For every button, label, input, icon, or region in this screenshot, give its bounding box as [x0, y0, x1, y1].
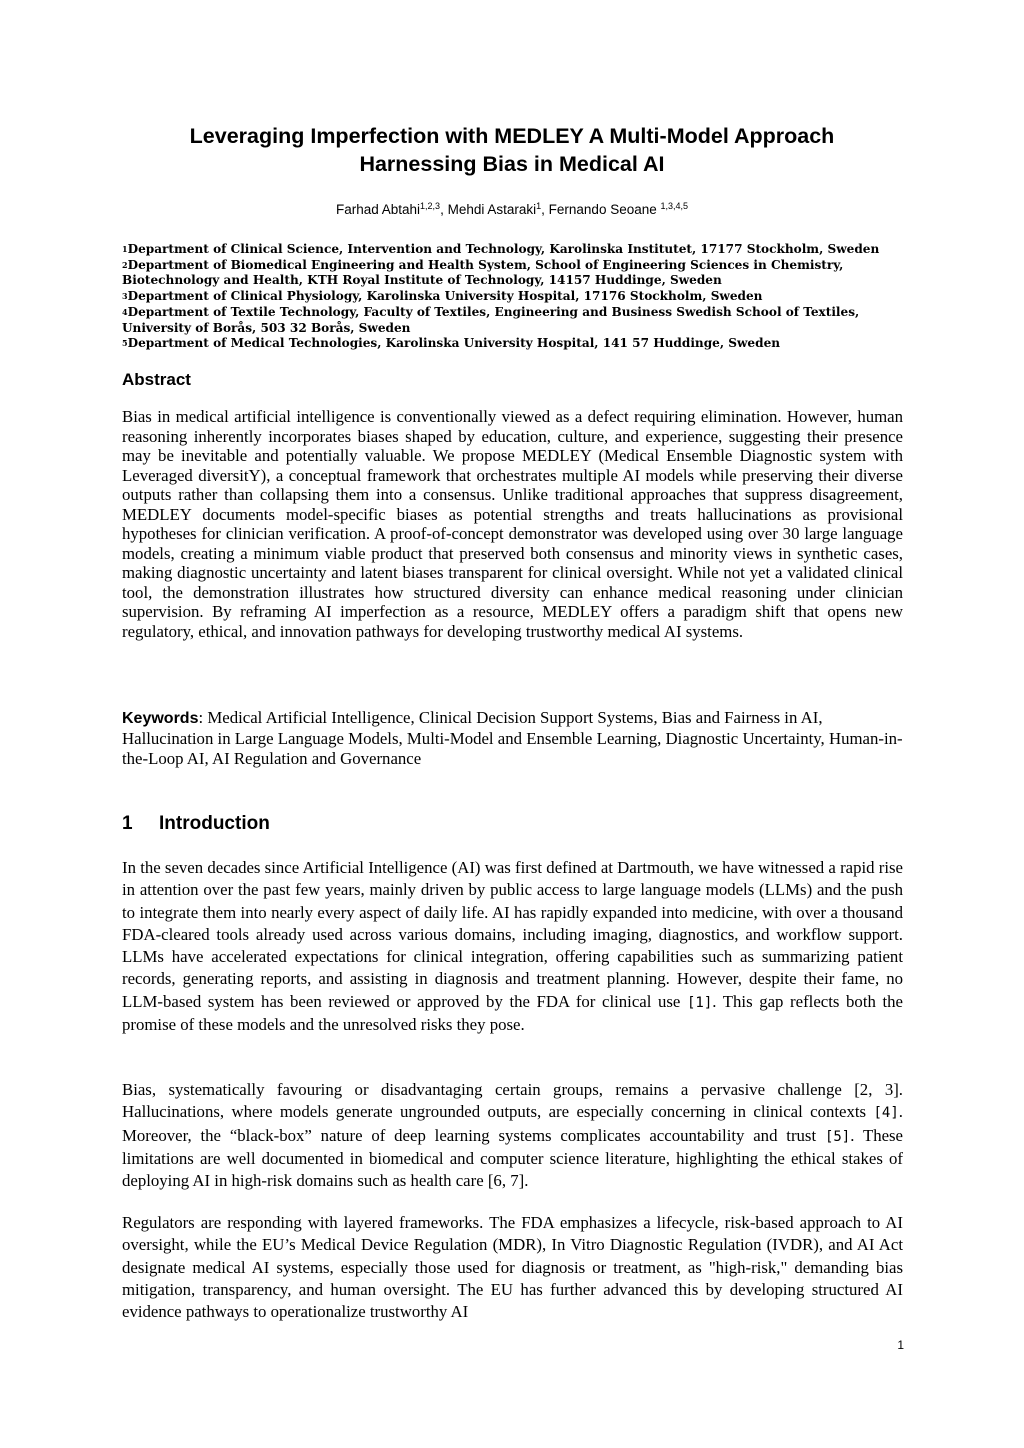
- author-name: Farhad Abtahi: [335, 202, 421, 217]
- affiliation-list: [122, 242, 912, 352]
- paragraph-text: . This gap reflects both the promise of these models and the unresolved risks they pose.: [122, 991, 903, 1035]
- affiliation-text: Department of Clinical Science, Intervention and Technology, Karolinska Institutet, 17177 Stockholm, Sweden: [127, 242, 880, 256]
- abstract-heading: Abstract: [122, 370, 191, 389]
- affiliation-text: Department of Clinical Physiology, Karolinska University Hospital, 17176 Stockholm, Sweden: [127, 289, 763, 304]
- paragraph-text: Bias, systematically favouring or disadvantaging certain groups, remains a pervasive challenge [2, 3]. Hallucinations, where models generate ungrounded outputs, are especially concerning in clinical contexts: [122, 1080, 903, 1122]
- author-separator: ,: [440, 202, 448, 217]
- author-affiliation-marker: 1,2,3: [420, 201, 441, 211]
- paragraph-text: Regulators are responding with layered frameworks. The FDA emphasizes a lifecycle, risk-based approach to AI oversight, while the EU’s Medical Device Regulation (MDR), In Vitro Diagnostic Regulation (IVDR), and AI Act designate medical AI systems, especially those used for diagnosis or treatment, as "high-risk," demanding bias mitigation, transparency, and human oversight. The EU has further advanced this by developing structured AI evidence pathways to operationalize trustworthy AI: [122, 1213, 903, 1322]
- paragraph-text: . Moreover, the “black-box” nature of deep learning systems complicates accountability and trust: [122, 1102, 903, 1145]
- intro-paragraph: [122, 857, 903, 1036]
- affiliation: [122, 242, 912, 258]
- author-affiliation-marker: 1,3,4,5: [660, 201, 689, 211]
- paragraph-text: . These limitations are well documented in biomedical and computer science literature, highlighting the ethical stakes of deploying AI in high-risk domains such as health care [6, 7].: [122, 1125, 904, 1191]
- citation: [4]: [873, 1105, 899, 1122]
- affiliation: [122, 289, 912, 305]
- keywords-label: Keywords: [122, 710, 199, 727]
- title-line: Harnessing Bias in Medical AI: [359, 152, 665, 176]
- affiliation-number: 3: [122, 291, 128, 302]
- paper-title: [122, 122, 902, 178]
- affiliation-text-continued: Biotechnology and Health, KTH Royal Institute of Technology, 14157 Huddinge, Sweden: [122, 273, 722, 288]
- page-number: 1: [897, 1338, 904, 1352]
- abstract-text: Bias in medical artificial intelligence is conventionally viewed as a defect requiring elimination. However, human reasoning inherently incorporates biases shaped by education, culture, and experience, suggesting their presence may be inevitable and potentially valuable. We propose MEDLEY (Medical Ensemble Diagnostic system with Leveraged diversitY), a conceptual framework that orchestrates multiple AI models while preserving their diverse outputs rather than collapsing them into a consensus. Unlike traditional approaches that suppress disagreement, MEDLEY documents model-specific biases as potential strengths and treats hallucinations as provisional hypotheses for clinician verification. A proof-of-concept demonstrator was developed using over 30 large language models, creating a minimum viable product that preserved both consensus and minority views in synthetic cases, making diagnostic uncertainty and latent biases transparent for clinical oversight. While not yet a validated clinical tool, the demonstration illustrates how structured diversity can enhance medical reasoning under clinician supervision. By reframing AI imperfection as a resource, MEDLEY offers a paradigm shift that opens new regulatory, ethical, and innovation pathways for developing trustworthy medical AI systems.: [122, 407, 903, 642]
- author-list: [122, 201, 902, 219]
- affiliation: [122, 336, 912, 352]
- affiliation: [122, 258, 912, 289]
- section-heading-introduction: [122, 812, 270, 836]
- title-line: Leveraging Imperfection with MEDLEY A Multi-Model Approach: [189, 124, 835, 148]
- citation: [1]: [686, 994, 713, 1011]
- intro-paragraph: [122, 1212, 903, 1323]
- affiliation-number: 1: [122, 244, 128, 254]
- author-name: Mehdi Astaraki: [447, 202, 537, 217]
- author-affiliation-marker: 1: [536, 201, 542, 211]
- section-title: Introduction: [159, 813, 270, 834]
- intro-paragraph: [122, 1079, 903, 1192]
- affiliation-number: 4: [122, 306, 128, 317]
- affiliation-text-continued: University of Borås, 503 32 Borås, Sweden: [122, 320, 411, 335]
- affiliation-text: Department of Biomedical Engineering and Health System, School of Engineering Sciences in Chemistry,: [127, 257, 844, 272]
- author-separator: ,: [541, 202, 549, 217]
- affiliation-text: Department of Medical Technologies, Karolinska University Hospital, 141 57 Huddinge, Sweden: [127, 336, 781, 351]
- affiliation: [122, 305, 912, 336]
- keywords: [122, 708, 903, 769]
- affiliation-number: 5: [122, 338, 128, 349]
- affiliation-number: 2: [122, 259, 128, 270]
- section-number: 1: [122, 813, 133, 834]
- citation: [5]: [824, 1128, 851, 1145]
- keywords-text: : Medical Artificial Intelligence, Clinical Decision Support Systems, Bias and Fairness in AI, Hallucination in Large Language Models, Multi-Model and Ensemble Learning, Diagnostic Uncertainty, Human-in-the-Loop AI, AI Regulation and Governance: [122, 708, 903, 768]
- author-name: Fernando Seoane: [548, 202, 661, 217]
- affiliation-text: Department of Textile Technology, Faculty of Textiles, Engineering and Business Swedish School of Textiles,: [127, 304, 860, 319]
- paragraph-text: In the seven decades since Artificial Intelligence (AI) was first defined at Dartmouth, we have witnessed a rapid rise in attention over the past few years, mainly driven by public access to large language models (LLMs) and the push to integrate them into nearly every aspect of daily life. AI has rapidly expanded into medicine, with over a thousand FDA-cleared tools already used across various domains, including imaging, diagnostics, and workflow support. LLMs have accelerated expectations for clinical integration, offering capabilities such as summarizing patient records, generating reports, and assisting in diagnosis and treatment planning. However, despite their fame, no LLM-based system has been reviewed or approved by the FDA for clinical use: [122, 858, 903, 1011]
